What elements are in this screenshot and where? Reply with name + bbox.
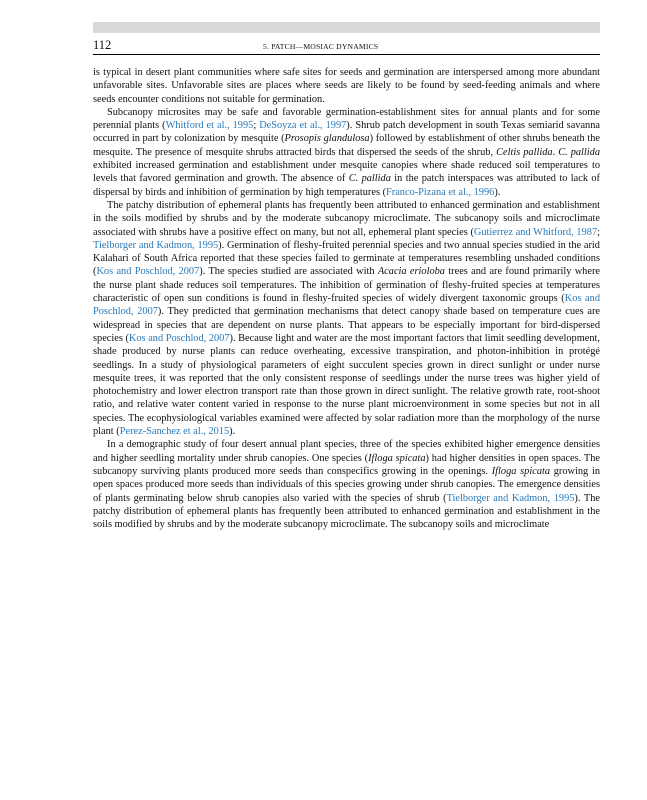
header-shade-bar — [93, 22, 600, 33]
species-name: Acacia erioloba — [377, 266, 445, 278]
text-run: ). — [229, 426, 236, 438]
text-run: . — [552, 146, 559, 158]
page-header — [93, 38, 600, 55]
text-run: ) followed by establishment of other shrubs beneath the mesquite. The presence of mesquite shrubs attracted birds that dispersed the seeds of the shrub, — [93, 133, 601, 158]
text-run: ). The patchy distribution of ephemeral plants has frequently been attributed to enhanced germination and establishment in the soils modified by shrubs and by the moderate subcanopy microclimate. The subcanopy soils and microclimate — [93, 492, 600, 531]
text-run: The patchy distribution of ephemeral plants has frequently been attributed to enhanced germination and establishment in the soils modified by shrubs and by the moderate subcanopy microclimate. The subcanopy soils and microclimate associated with shrubs have a positive effect on many, but not all, ephemeral plant species ( — [93, 199, 600, 238]
species-name: Celtis pallida — [496, 146, 553, 158]
text-run: growing in open spaces produced more seeds than individuals of this species growing under shrub canopies. The emergence densities of plants germinating below shrub canopies also varied with the species of shrub ( — [93, 465, 600, 504]
paragraph-p3 — [93, 199, 600, 438]
citation-link[interactable]: Tielborger and Kadmon, 1995 — [93, 239, 219, 251]
text-run: in the patch interspaces was attributed to lack of dispersal by birds and inhibition of germination by high temperatures ( — [93, 173, 600, 198]
citation-link[interactable]: Perez-Sanchez et al., 2015 — [119, 426, 230, 438]
citation-link[interactable]: DeSoyza et al., 1997 — [259, 120, 347, 132]
text-run: is typical in desert plant communities where safe sites for seeds and germination are interspersed among more abundant unfavorable sites. Unfavorable sites are places where seeds are likely to be found by seed-feeding animals and where seeds encounter conditions not suitable for germination. — [93, 67, 600, 105]
text-run: ). The species studied are associated with — [199, 266, 378, 278]
paragraph-p1 — [93, 66, 600, 106]
text-run: ). Because light and water are the most important factors that limit seedling development, shade produced by nurse plants can reduce overheating, excessive transpiration, and photon-inhibition in protégé seedlings. In a study of physiological parameters of eight succulent species grown in direct sunlight or under nurse mesquite trees, it was reported that the only consistent response of seedlings under the nurse trees was higher yield of photochemistry and lower electron transport rate than those grown in direct sunlight. The relative growth rate, root-shoot ratio, and relative water content varied in response to the nurse plant microenvironment in some species but not in all species. The ecophysiological variables examined were affected by solar radiation more than the morphology of the nurse plant ( — [93, 332, 600, 438]
paragraph-p4 — [93, 438, 600, 531]
species-name: C. pallida — [558, 146, 601, 158]
text-run: ). Shrub patch development in south Texas semiarid savanna occurred in part by colonization by mesquite ( — [93, 120, 600, 145]
species-name: C. pallida — [348, 173, 391, 185]
citation-link[interactable]: Tielborger and Kadmon, 1995 — [446, 492, 575, 504]
species-name: Prosopis glandulosa — [284, 133, 370, 145]
text-run: ). They predicted that germination mechanisms that detect canopy shade based on temperature cues are widespread in species that are dependent on nurse plants. That appears to be especially important for bird-dispersed species ( — [93, 306, 600, 344]
paragraph-p2 — [93, 106, 600, 199]
text-run: ; — [253, 120, 260, 132]
text-run: ; — [597, 226, 600, 238]
text-run: ). Germination of fleshy-fruited perennial species and two annual species studied in the arid Kalahari of South Africa reported that these species failed to germinate at temperatures resembling unshaded conditions ( — [93, 239, 600, 278]
text-run: trees and are found primarily where the nurse plant shade reduces soil temperatures. The inhibition of germination of fleshy-fruited species at temperatures characteristic of open sun conditions is found in fleshy-fruited species of widely divergent taxonomic groups ( — [93, 266, 600, 305]
page-number: 112 — [93, 38, 112, 52]
body-text — [93, 66, 600, 531]
text-run: In a demographic study of four desert annual plant species, three of the species exhibited higher emergence densities and higher seedling mortality under shrub canopies. One species ( — [93, 439, 600, 464]
citation-link[interactable]: Kos and Poschlod, 2007 — [93, 293, 600, 318]
citation-link[interactable]: Gutierrez and Whitford, 1987 — [473, 226, 598, 238]
text-run: exhibited increased germination and establishment under mesquite canopies where shade reduced soil temperatures to levels that favored germination and growth. The absence of — [93, 160, 600, 185]
species-name: Ifloga spicata — [368, 452, 426, 464]
citation-link[interactable]: Franco-Pizana et al., 1996 — [386, 186, 495, 198]
citation-link[interactable]: Whitford et al., 1995 — [165, 120, 254, 132]
citation-link[interactable]: Kos and Poschlod, 2007 — [128, 332, 230, 344]
text-run: ) had higher densities in open spaces. The subcanopy surviving plants produced more seeds than conspecifics growing in the openings. — [93, 452, 600, 477]
species-name: Ifloga spicata — [491, 465, 551, 477]
running-title: 5. PATCH—MOSIAC DYNAMICS — [263, 42, 379, 51]
citation-link[interactable]: Kos and Poschlod, 2007 — [96, 266, 200, 278]
text-run: Subcanopy microsites may be safe and favorable germination-establishment sites for annual plants and for some perennial plants ( — [93, 106, 600, 132]
text-run: ). — [494, 186, 501, 198]
